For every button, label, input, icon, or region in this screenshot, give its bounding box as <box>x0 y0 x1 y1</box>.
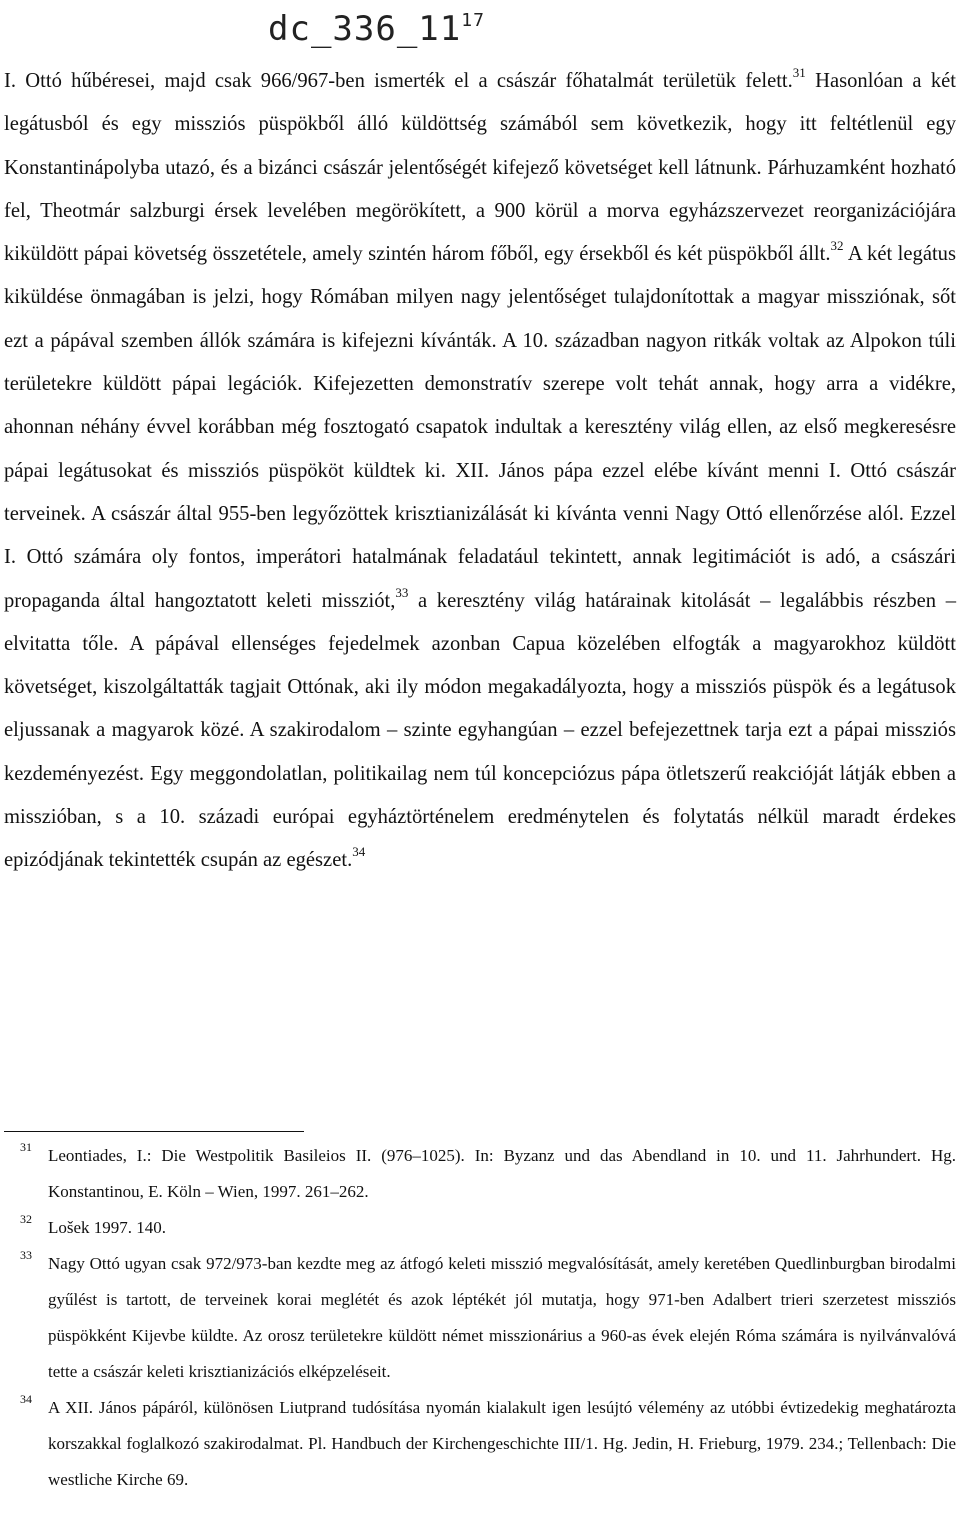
footnote-ref-31[interactable]: 31 <box>792 65 806 80</box>
page-number: 17 <box>461 10 485 31</box>
footnotes-section <box>4 1138 956 1498</box>
footnote-number: 34 <box>20 1392 32 1406</box>
body-sentence-4: a keresztény világ határainak kitolását – legalábbis részben – elvitatta tőle. A pápával ellenséges fejedelmek azonban Capua közelében elfogták a magyarokhoz küldött követséget, kiszolgáltatták tagjait Ottónak, aki ily módon megakadályozta, hogy a missziós püspök és a legátusok eljussanak a magyarok közé. A szakirodalom – szinte egyhangúan – ezzel befejezettnek tarja ezt a pápai missziós kezdeményezést. Egy meggondolatlan, politikailag nem túl koncepciózus pápa ötletszerű reakcióját látják ebben a misszióban, s a 10. századi európai egyháztörténelem eredménytelen és folytatás nélkül maradt érdekes epizódjának tekintették csupán az egészet. <box>4 589 956 872</box>
document-id: dc_336_11 <box>268 9 462 49</box>
footnote-ref-33[interactable]: 33 <box>395 584 409 600</box>
footnote-33 <box>4 1246 956 1390</box>
footnote-text: Lošek 1997. 140. <box>48 1218 167 1237</box>
footnote-number: 33 <box>20 1248 32 1262</box>
body-paragraph <box>4 60 956 883</box>
footnote-31 <box>4 1138 956 1210</box>
footnote-separator <box>4 1131 304 1132</box>
footnote-ref-34[interactable]: 34 <box>352 844 366 860</box>
body-sentence-1: I. Ottó hűbéresei, majd csak 966/967-ben ismerték el a császár főhatalmát területük felett. <box>4 70 793 92</box>
footnote-number: 31 <box>20 1140 32 1154</box>
footnote-34 <box>4 1390 956 1498</box>
page-header-id <box>268 0 485 50</box>
body-sentence-3: A két legátus kiküldése önmagában is jelzi, hogy Rómában milyen nagy jelentőséget tulajdonítottak a magyar missziónak, sőt ezt a pápával szemben állók számára is kifejezni kívánták. A 10. században nagyon ritkák voltak az Alpokon túli területekre küldött pápai legációk. Kifejezetten demonstratív szerepe volt tehát annak, hogy arra a vidékre, ahonnan néhány évvel korábban még fosztogató csapatok indultak a keresztény világ ellen, az első megkeresésre pápai legátusokat és missziós püspököt küldtek ki. XII. János pápa ezzel elébe kívánt menni I. Ottó császár terveinek. A császár által 955-ben legyőzöttek krisztianizálását ki kívánta venni Nagy Ottó ellenőrzése alól. Ezzel I. Ottó számára oly fontos, imperátori hatalmának feladatául tekintett, annak legitimációt is adó, a császári propaganda által hangoztatott keleti missziót, <box>4 243 956 612</box>
body-sentence-2: Hasonlóan a két legátusból és egy missziós püspökből álló küldöttség számából sem következik, hogy itt feltétlenül egy Konstantinápolyba utazó, és a bizánci császár jelentőségét kifejező követséget kell látnunk. Párhuzamként hozható fel, Theotmár salzburgi érsek levelében megörökített, a 900 körül a morva egyházszervezet reorganizációjára kiküldött pápai követség összetétele, amely szintén három főből, egy érsekből és két püspökből állt. <box>4 70 956 266</box>
footnote-ref-32[interactable]: 32 <box>830 238 844 254</box>
footnote-text: A XII. János pápáról, különösen Liutprand tudósítása nyomán kialakult igen lesújtó vélemény az utóbbi évtizedekig meghatározta korszakkal foglalkozó szakirodalmat. Pl. Handbuch der Kirchengeschichte III/1. Hg. Jedin, H. Frieburg, 1979. 234.; Tellenbach: Die westliche Kirche 69. <box>48 1398 956 1489</box>
footnote-text: Nagy Ottó ugyan csak 972/973-ban kezdte meg az átfogó keleti misszió megvalósítását, amely keretében Quedlinburgban birodalmi gyűlést is tartott, de terveinek korai meglétét és azok léptékét jól mutatja, hogy 971-ben Adalbert trieri szerzetest missziós püspökként Kijevbe küldte. Az orosz területekre küldött német misszionárius a 960-as évek elején Róma számára is nyilvánvalóvá tette a császár keleti krisztianizációs elképzeléseit. <box>48 1254 956 1381</box>
footnote-number: 32 <box>20 1212 32 1226</box>
footnote-text: Leontiades, I.: Die Westpolitik Basileios II. (976–1025). In: Byzanz und das Abendland in 10. und 11. Jahrhundert. Hg. Konstantinou, E. Köln – Wien, 1997. 261–262. <box>48 1146 956 1201</box>
footnote-32 <box>4 1210 956 1246</box>
